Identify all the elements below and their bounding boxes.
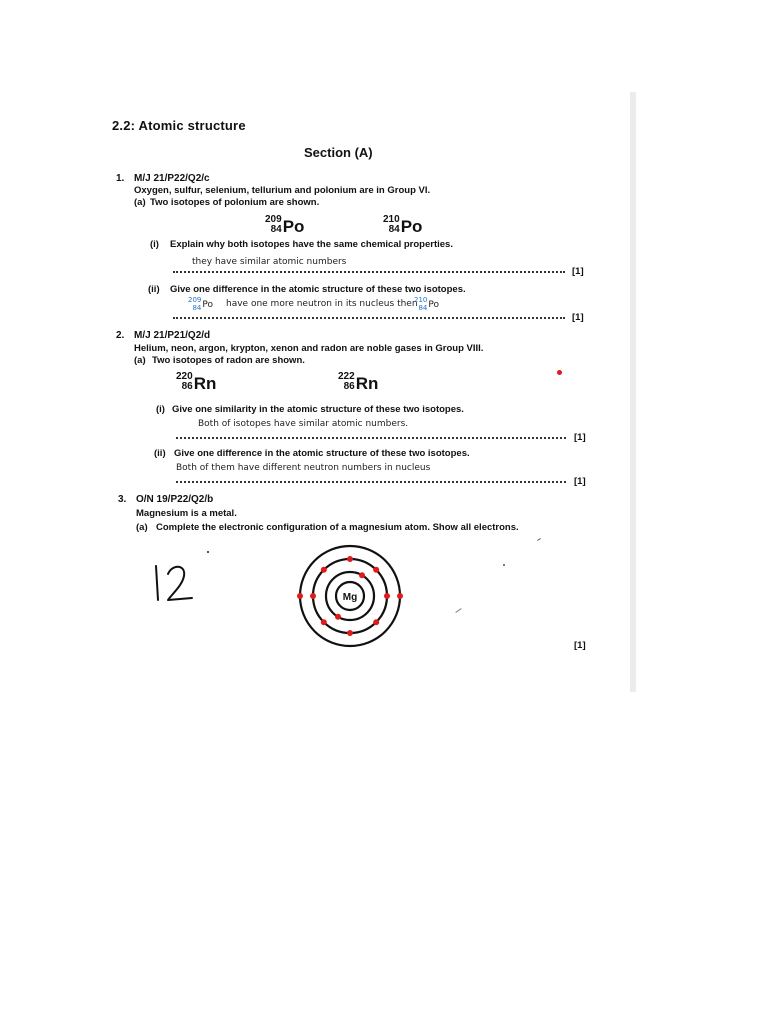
q1-ii-answer-isotope2 bbox=[414, 296, 439, 312]
mass-number: 209 bbox=[265, 214, 282, 225]
q2-code: M/J 21/P21/Q2/d bbox=[134, 330, 211, 341]
page-edge-shadow bbox=[630, 92, 636, 692]
q3-number: 3. bbox=[118, 494, 127, 505]
element-symbol: Po bbox=[202, 300, 213, 310]
q2-ii-mark: [1] bbox=[574, 476, 586, 487]
q2-i-text: Give one similarity in the atomic structure of these two isotopes. bbox=[172, 404, 464, 415]
q1-ii-mark: [1] bbox=[572, 312, 584, 323]
atomic-number: 86 bbox=[343, 381, 355, 392]
electron-shell-1 bbox=[359, 572, 365, 578]
q1-ii-answer-text: have one more neutron in its nucleus then bbox=[226, 299, 418, 309]
q1-i-answer: they have similar atomic numbers bbox=[192, 257, 347, 267]
q1-i-label: (i) bbox=[150, 239, 159, 250]
nucleus-label: Mg bbox=[342, 592, 358, 603]
atomic-number: 84 bbox=[388, 224, 400, 235]
electron-shell-2 bbox=[321, 567, 327, 573]
element-symbol: Rn bbox=[193, 374, 217, 393]
q2-part-a-text: Two isotopes of radon are shown. bbox=[152, 355, 305, 366]
q1-isotope-po210 bbox=[383, 213, 422, 237]
mass-number: 220 bbox=[176, 371, 193, 382]
q2-i-label: (i) bbox=[156, 404, 165, 415]
worksheet-title: 2.2: Atomic structure bbox=[112, 118, 246, 133]
mass-number: 209 bbox=[188, 296, 202, 304]
q1-i-text: Explain why both isotopes have the same chemical properties. bbox=[170, 239, 453, 250]
q3-mark: [1] bbox=[574, 640, 586, 651]
mass-number: 210 bbox=[383, 214, 400, 225]
electron-shell-1 bbox=[335, 614, 341, 620]
q1-code: M/J 21/P22/Q2/c bbox=[134, 173, 210, 184]
atomic-number: 84 bbox=[270, 224, 282, 235]
q1-i-mark: [1] bbox=[572, 266, 584, 277]
q1-ii-text: Give one difference in the atomic structure of these two isotopes. bbox=[170, 284, 466, 295]
q2-i-answer: Both of isotopes have similar atomic numbers. bbox=[198, 419, 409, 429]
electron-shell-2 bbox=[310, 593, 316, 599]
atomic-number: 84 bbox=[418, 304, 428, 312]
electron-shell-3 bbox=[397, 593, 403, 599]
mg-electron-shell-diagram bbox=[290, 540, 410, 660]
atomic-number: 86 bbox=[181, 381, 193, 392]
answer-line bbox=[176, 437, 566, 439]
q2-isotope-rn220 bbox=[176, 370, 216, 394]
electron-shell-2 bbox=[321, 619, 327, 625]
electron-shell-2 bbox=[384, 593, 390, 599]
q2-intro: Helium, neon, argon, krypton, xenon and radon are noble gases in Group VIII. bbox=[134, 343, 484, 354]
stray-mark bbox=[537, 538, 541, 541]
q1-part-a-text: Two isotopes of polonium are shown. bbox=[150, 197, 320, 208]
stray-mark bbox=[455, 608, 461, 613]
q3-part-a-text: Complete the electronic configuration of a magnesium atom. Show all electrons. bbox=[156, 522, 519, 533]
answer-line bbox=[173, 271, 565, 273]
q1-part-a-label: (a) bbox=[134, 197, 146, 208]
q1-ii-label: (ii) bbox=[148, 284, 160, 295]
electron-shell-2 bbox=[347, 556, 353, 562]
stray-mark bbox=[503, 564, 505, 566]
electron-shell-2 bbox=[373, 619, 379, 625]
q1-ii-answer-isotope1 bbox=[188, 296, 213, 312]
q1-intro: Oxygen, sulfur, selenium, tellurium and polonium are in Group VI. bbox=[134, 185, 431, 196]
q2-isotope-rn222 bbox=[338, 370, 378, 394]
mass-number: 210 bbox=[414, 296, 428, 304]
electron-shell-2 bbox=[347, 630, 353, 636]
electron-shell-2 bbox=[373, 567, 379, 573]
mass-number: 222 bbox=[338, 371, 355, 382]
stray-mark bbox=[207, 551, 209, 553]
q3-part-a-label: (a) bbox=[136, 522, 148, 533]
q2-ii-text: Give one difference in the atomic structure of these two isotopes. bbox=[174, 448, 470, 459]
section-heading: Section (A) bbox=[304, 145, 373, 160]
q2-part-a-label: (a) bbox=[134, 355, 146, 366]
q3-code: O/N 19/P22/Q2/b bbox=[136, 494, 214, 505]
element-symbol: Po bbox=[428, 300, 439, 310]
q2-ii-answer: Both of them have different neutron numbers in nucleus bbox=[176, 463, 431, 473]
q2-i-mark: [1] bbox=[574, 432, 586, 443]
electron-shell-3 bbox=[297, 593, 303, 599]
answer-line bbox=[173, 317, 565, 319]
element-symbol: Po bbox=[400, 217, 423, 236]
element-symbol: Rn bbox=[355, 374, 379, 393]
q1-number: 1. bbox=[116, 173, 125, 184]
q1-isotope-po209 bbox=[265, 213, 304, 237]
stray-red-dot bbox=[557, 370, 562, 375]
handwritten-12 bbox=[150, 560, 200, 605]
element-symbol: Po bbox=[282, 217, 305, 236]
atomic-number: 84 bbox=[192, 304, 202, 312]
answer-line bbox=[176, 481, 566, 483]
q2-ii-label: (ii) bbox=[154, 448, 166, 459]
q2-number: 2. bbox=[116, 330, 125, 341]
q3-intro: Magnesium is a metal. bbox=[136, 508, 237, 519]
